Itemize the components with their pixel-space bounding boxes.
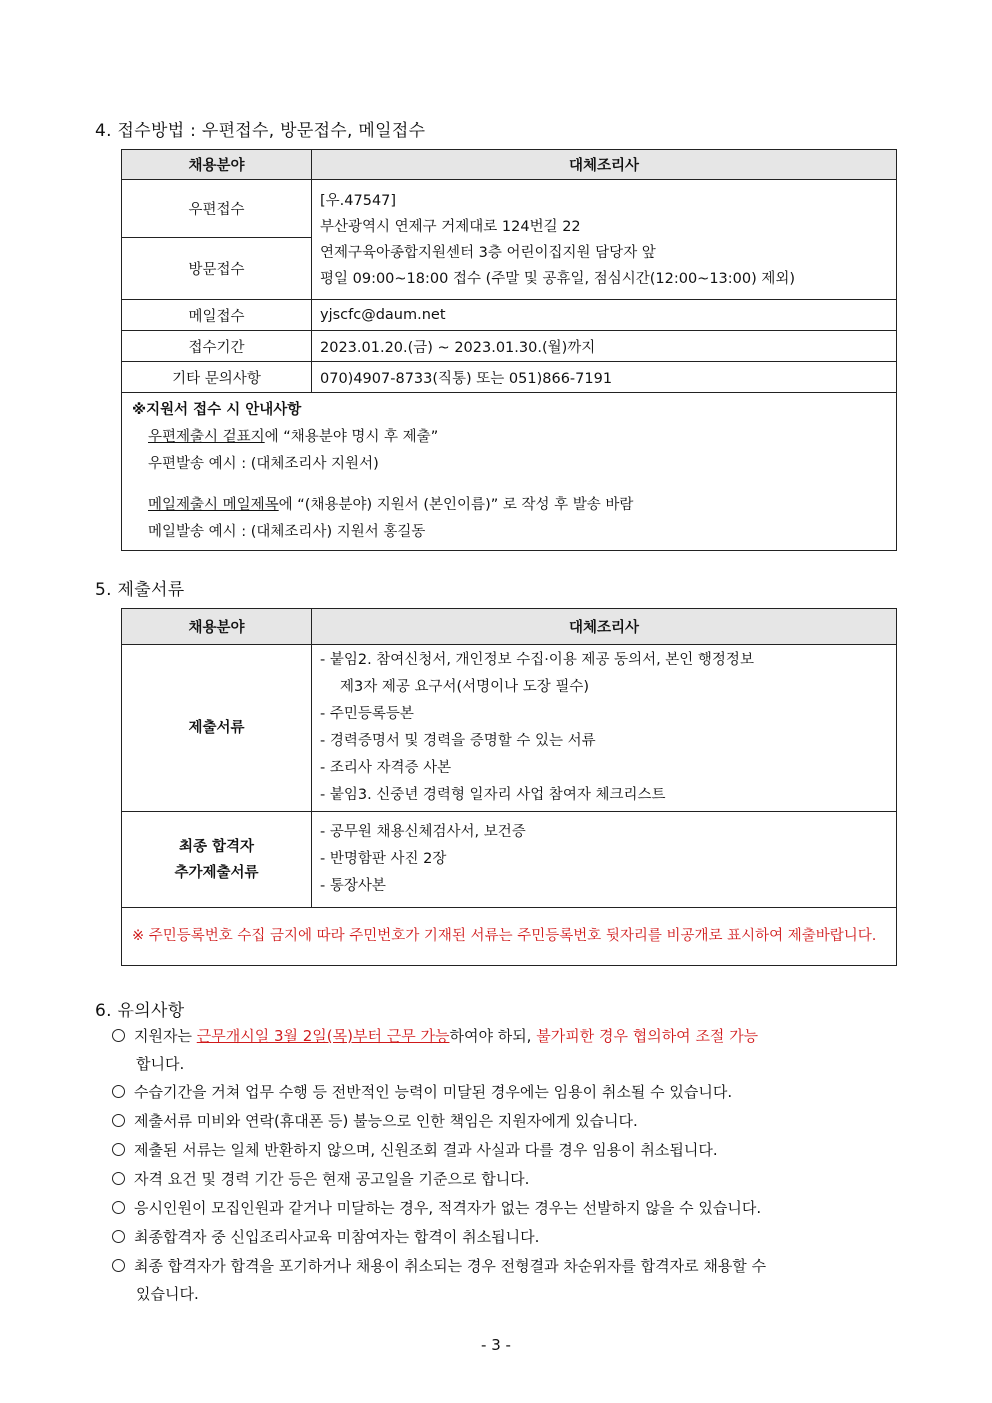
visit-submission-label: 방문접수 xyxy=(122,238,312,300)
notice-title: ※지원서 접수 시 안내사항 xyxy=(132,402,302,418)
contact-label: 기타 문의사항 xyxy=(122,362,312,393)
circle-bullet-icon xyxy=(112,1172,125,1185)
circle-bullet-icon xyxy=(112,1259,125,1272)
email-address: yjscfc@daum.net xyxy=(312,300,897,331)
caution-item: 수습기간을 거쳐 업무 수행 등 전반적인 능력이 미달된 경우에는 임용이 취소될 수 있습니다. xyxy=(112,1078,902,1107)
caution-item: 최종 합격자가 합격을 포기하거나 채용이 취소되는 경우 전형결과 차순위자를 합격자로 채용할 수 xyxy=(112,1252,902,1281)
circle-bullet-icon xyxy=(112,1114,125,1127)
circle-bullet-icon xyxy=(112,1230,125,1243)
caution-item: 제출서류 미비와 연락(휴대폰 등) 불능으로 인한 책임은 지원자에게 있습니다. xyxy=(112,1107,902,1136)
final-doc-item: - 공무원 채용신체검사서, 보건증 xyxy=(320,824,526,840)
caution-item-continued: 합니다. xyxy=(136,1055,185,1073)
post-example: 우편발송 예시 : (대체조리사 지원서) xyxy=(148,456,379,472)
final-docs-label: 최종 합격자 추가제출서류 xyxy=(122,812,312,908)
caution-item: 응시인원이 모집인원과 같거나 미달하는 경우, 적격자가 없는 경우는 선발하지 않을 수 있습니다. xyxy=(112,1194,902,1223)
circle-bullet-icon xyxy=(112,1085,125,1098)
caution-item: 지원자는 근무개시일 3월 2일(목)부터 근무 가능하여야 하되, 불가피한 경우 협의하여 조절 가능 xyxy=(112,1022,902,1051)
period-value: 2023.01.20.(금) ~ 2023.01.30.(월)까지 xyxy=(312,331,897,362)
postal-code: [우.47547] xyxy=(320,192,397,209)
email-submission-label: 메일접수 xyxy=(122,300,312,331)
final-docs-list xyxy=(312,812,897,908)
header-position: 대체조리사 xyxy=(312,609,897,645)
caution-item-continued: 있습니다. xyxy=(136,1285,199,1303)
contact-value: 070)4907-8733(직통) 또는 051)866-7191 xyxy=(312,362,897,393)
mail-submission-label: 우편접수 xyxy=(122,180,312,238)
doc-item-continued: 제3자 제공 요구서(서명이나 도장 필수) xyxy=(340,679,590,695)
section-5-heading: 5. 제출서류 xyxy=(95,580,185,600)
office-hours: 평일 09:00~18:00 접수 (주말 및 공휴일, 점심시간(12:00~13:00) 제외) xyxy=(320,270,796,287)
caution-item: 제출된 서류는 일체 반환하지 않으며, 신원조회 결과 사실과 다를 경우 임용이 취소됩니다. xyxy=(112,1136,902,1165)
caution-item: 최종합격자 중 신입조리사교육 미참여자는 합격이 취소됩니다. xyxy=(112,1223,902,1252)
period-label: 접수기간 xyxy=(122,331,312,362)
caution-item: 자격 요건 및 경력 기간 등은 현재 공고일을 기준으로 합니다. xyxy=(112,1165,902,1194)
final-doc-item: - 통장사본 xyxy=(320,878,386,894)
doc-item: - 붙임3. 신중년 경력형 일자리 사업 참여자 체크리스트 xyxy=(320,787,666,803)
section-4-heading: 4. 접수방법 : 우편접수, 방문접수, 메일접수 xyxy=(95,121,426,141)
documents-table xyxy=(121,608,897,966)
doc-item: - 경력증명서 및 경력을 증명할 수 있는 서류 xyxy=(320,733,596,749)
circle-bullet-icon xyxy=(112,1201,125,1214)
application-method-table xyxy=(121,149,897,551)
header-field: 채용분야 xyxy=(122,609,312,645)
circle-bullet-icon xyxy=(112,1029,125,1042)
section-6-heading: 6. 유의사항 xyxy=(95,1001,185,1021)
resident-number-warning: ※ 주민등록번호 수집 금지에 따라 주민번호가 기재된 서류는 주민등록번호 뒷자리를 비공개로 표시하여 제출바랍니다. xyxy=(122,908,897,966)
doc-item: - 조리사 자격증 사본 xyxy=(320,760,452,776)
header-field: 채용분야 xyxy=(122,150,312,180)
page-number: - 3 - xyxy=(481,1336,511,1354)
circle-bullet-icon xyxy=(112,1143,125,1156)
address-recipient: 연제구육아종합지원센터 3층 어린이집지원 담당자 앞 xyxy=(320,244,656,261)
header-position: 대체조리사 xyxy=(312,150,897,180)
submission-notice xyxy=(122,393,897,551)
mail-example: 메일발송 예시 : (대체조리사) 지원서 홍길동 xyxy=(148,524,426,540)
documents-label: 제출서류 xyxy=(122,645,312,812)
address-line: 부산광역시 연제구 거제대로 124번길 22 xyxy=(320,218,581,235)
post-notice: 우편제출시 겉표지에 “채용분야 명시 후 제출” xyxy=(148,429,439,445)
doc-item: - 주민등록등본 xyxy=(320,706,414,722)
address-cell xyxy=(312,180,897,300)
doc-item: - 붙임2. 참여신청서, 개인정보 수집·이용 제공 동의서, 본인 행정정보 xyxy=(320,652,754,668)
mail-notice: 메일제출시 메일제목에 “(채용분야) 지원서 (본인이름)” 로 작성 후 발송 바람 xyxy=(148,497,634,513)
final-doc-item: - 반명함판 사진 2장 xyxy=(320,851,447,867)
documents-list xyxy=(312,645,897,812)
cautions-list xyxy=(112,1022,902,1308)
